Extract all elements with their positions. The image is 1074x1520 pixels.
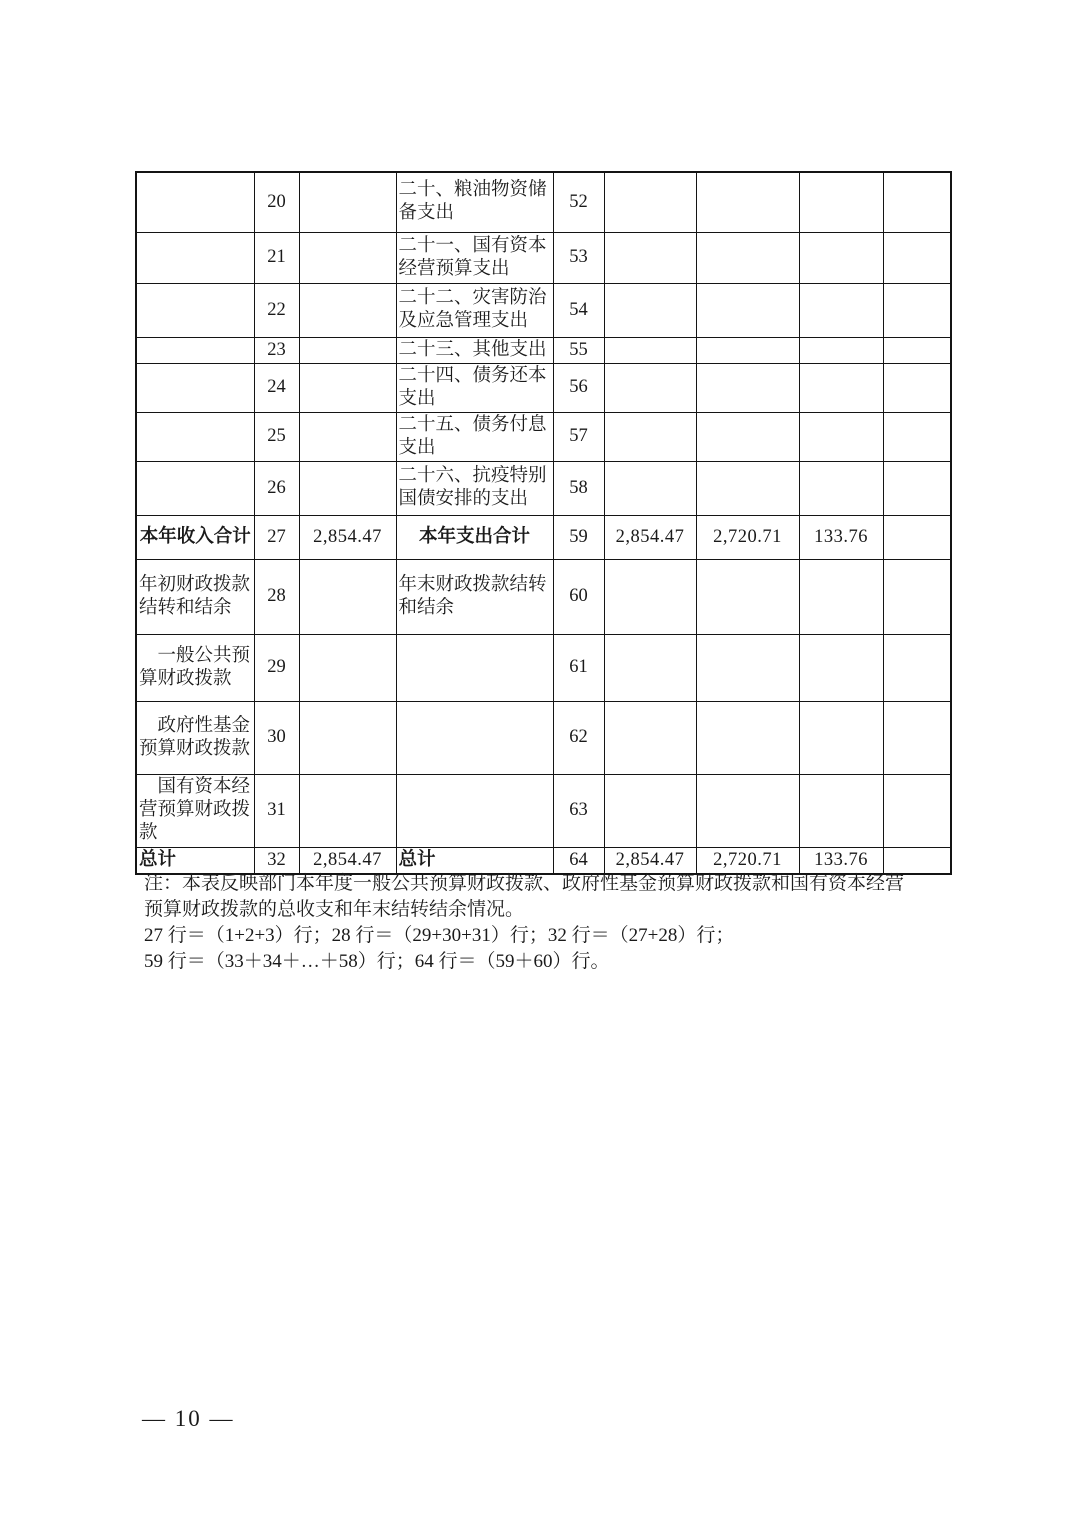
page-number: — 10 — (142, 1406, 235, 1431)
table-row (136, 559, 951, 634)
table-cell (883, 337, 951, 363)
table-cell (299, 461, 396, 515)
table-cell (883, 412, 951, 461)
table-cell: 一般公共预算财政拨款 (136, 634, 254, 701)
table-cell: 60 (553, 559, 604, 634)
table-cell (136, 337, 254, 363)
table-cell (799, 363, 883, 412)
table-cell (696, 412, 799, 461)
table-cell (299, 363, 396, 412)
table-cell: 30 (254, 701, 299, 774)
table-cell: 62 (553, 701, 604, 774)
table-cell (883, 634, 951, 701)
table-cell: 133.76 (799, 847, 883, 874)
table-cell (883, 701, 951, 774)
table-cell: 2,854.47 (299, 847, 396, 874)
table-row (136, 412, 951, 461)
table-cell: 57 (553, 412, 604, 461)
table-cell: 54 (553, 283, 604, 337)
table-cell: 28 (254, 559, 299, 634)
table-cell: 2,854.47 (604, 515, 696, 559)
table-cell: 年末财政拨款结转和结余 (396, 559, 553, 634)
table-cell: 2,854.47 (604, 847, 696, 874)
table-cell: 二十三、其他支出 (396, 337, 553, 363)
table-cell (883, 363, 951, 412)
table-cell (696, 559, 799, 634)
table-cell: 133.76 (799, 515, 883, 559)
table-cell (799, 412, 883, 461)
table-cell (696, 283, 799, 337)
table-row (136, 461, 951, 515)
table-cell: 52 (553, 172, 604, 232)
table-cell (299, 172, 396, 232)
table-cell (696, 232, 799, 283)
table-row (136, 515, 951, 559)
table-cell: 二十、粮油物资储备支出 (396, 172, 553, 232)
table-cell: 22 (254, 283, 299, 337)
table-cell (883, 847, 951, 874)
budget-table (135, 171, 952, 875)
table-cell (136, 283, 254, 337)
table-cell (799, 172, 883, 232)
table-cell (396, 634, 553, 701)
table-cell (696, 337, 799, 363)
table-cell (696, 172, 799, 232)
table-cell (604, 461, 696, 515)
table-cell: 年初财政拨款结转和结余 (136, 559, 254, 634)
table-cell: 总计 (136, 847, 254, 874)
table-cell: 32 (254, 847, 299, 874)
note-formula-2: 59 行＝（33＋34＋…＋58）行；64 行＝（59＋60）行。 (144, 951, 610, 972)
table-cell (136, 363, 254, 412)
table-cell (799, 774, 883, 847)
table-cell: 二十一、国有资本经营预算支出 (396, 232, 553, 283)
table-cell: 2,854.47 (299, 515, 396, 559)
table-cell: 国有资本经营预算财政拨款 (136, 774, 254, 847)
table-cell (696, 363, 799, 412)
table-cell (883, 774, 951, 847)
table-cell (299, 559, 396, 634)
table-cell (299, 232, 396, 283)
table-cell: 2,720.71 (696, 515, 799, 559)
table-cell (604, 337, 696, 363)
table-cell (883, 283, 951, 337)
table-cell: 55 (553, 337, 604, 363)
table-cell (799, 559, 883, 634)
table-cell (696, 774, 799, 847)
table-cell: 26 (254, 461, 299, 515)
table-cell (136, 232, 254, 283)
table-cell (799, 634, 883, 701)
table-cell (604, 634, 696, 701)
table-row (136, 232, 951, 283)
table-cell (604, 172, 696, 232)
table-cell (799, 337, 883, 363)
table-cell: 56 (553, 363, 604, 412)
table-cell: 二十六、抗疫特别国债安排的支出 (396, 461, 553, 515)
budget-table-body (136, 172, 951, 874)
table-cell (604, 363, 696, 412)
table-cell (799, 283, 883, 337)
table-cell (883, 515, 951, 559)
table-cell: 58 (553, 461, 604, 515)
table-cell (799, 232, 883, 283)
table-cell: 59 (553, 515, 604, 559)
table-cell (299, 634, 396, 701)
table-cell: 21 (254, 232, 299, 283)
table-row (136, 172, 951, 232)
table-cell: 本年支出合计 (396, 515, 553, 559)
table-cell (396, 701, 553, 774)
table-cell (136, 172, 254, 232)
table-cell: 20 (254, 172, 299, 232)
table-cell: 政府性基金预算财政拨款 (136, 701, 254, 774)
table-cell (696, 634, 799, 701)
table-cell (299, 701, 396, 774)
table-row (136, 774, 951, 847)
table-cell: 本年收入合计 (136, 515, 254, 559)
table-cell (396, 774, 553, 847)
table-cell (604, 232, 696, 283)
table-cell (136, 412, 254, 461)
table-cell (604, 559, 696, 634)
table-cell (883, 559, 951, 634)
table-cell: 27 (254, 515, 299, 559)
table-cell (883, 461, 951, 515)
table-cell: 24 (254, 363, 299, 412)
table-cell (299, 337, 396, 363)
table-cell: 29 (254, 634, 299, 701)
table-cell: 61 (553, 634, 604, 701)
table-row (136, 337, 951, 363)
table-cell (299, 283, 396, 337)
table-cell: 63 (553, 774, 604, 847)
table-cell (299, 412, 396, 461)
table-cell (136, 461, 254, 515)
table-cell (604, 283, 696, 337)
table-notes (144, 871, 912, 975)
note-main: 注：本表反映部门本年度一般公共预算财政拨款、政府性基金预算财政拨款和国有资本经营预算财政拨款的总收支和年末结转结余情况。 (144, 873, 905, 920)
table-cell: 二十二、灾害防治及应急管理支出 (396, 283, 553, 337)
note-formula-1: 27 行＝（1+2+3）行；28 行＝（29+30+31）行；32 行＝（27+28）行； (144, 925, 735, 946)
table-cell: 23 (254, 337, 299, 363)
table-cell: 二十四、债务还本支出 (396, 363, 553, 412)
table-cell (604, 774, 696, 847)
table-row (136, 283, 951, 337)
table-cell: 31 (254, 774, 299, 847)
table-row (136, 701, 951, 774)
table-cell (883, 232, 951, 283)
table-cell: 2,720.71 (696, 847, 799, 874)
table-cell: 总计 (396, 847, 553, 874)
table-cell (604, 412, 696, 461)
table-row (136, 634, 951, 701)
table-row (136, 847, 951, 874)
table-cell: 53 (553, 232, 604, 283)
table-cell (883, 172, 951, 232)
table-cell (696, 701, 799, 774)
table-row (136, 363, 951, 412)
table-cell (799, 701, 883, 774)
table-cell: 二十五、债务付息支出 (396, 412, 553, 461)
table-cell (799, 461, 883, 515)
table-cell: 25 (254, 412, 299, 461)
table-cell: 64 (553, 847, 604, 874)
table-cell (604, 701, 696, 774)
table-cell (299, 774, 396, 847)
table-cell (696, 461, 799, 515)
